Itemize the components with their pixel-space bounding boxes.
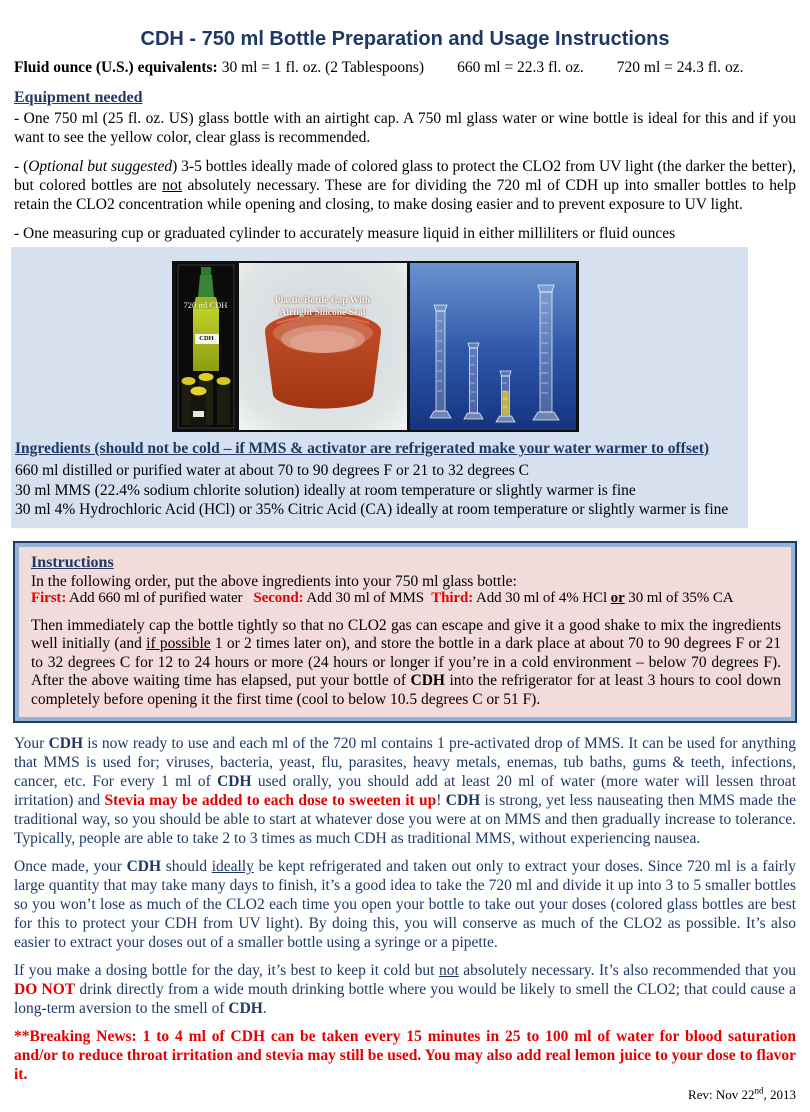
step-first-text: Add 660 ml of purified water <box>66 590 254 606</box>
fluid-equivalents-line <box>14 58 796 77</box>
usage-paragraph-3 <box>14 961 796 1018</box>
ingredient-line-acid: 30 ml 4% Hydrochloric Acid (HCl) or 35% Citric Acid (CA) ideally at room temperature or slightly warmer is fine <box>15 501 729 518</box>
bottle-cap-photo <box>239 263 407 430</box>
equipment-item-2-text: - ( <box>14 158 29 175</box>
ingredients-heading: Ingredients (should not be cold – if MMS & activator are refrigerated make your water warmer to offset) <box>15 440 710 457</box>
instructions-body-text: 1 or 2 times later on), and store the bottle in a dark place at about 70 to 90 degrees F or 21 to 32 degrees C for 12 to 24 hours or more (24 hours or longer if you’re in a cold environment – below 70 degrees F). After the above waiting time has elapsed, put your bottle of <box>31 635 781 689</box>
usage-1-text: ! <box>436 792 446 809</box>
usage-2-cdh: CDH <box>126 858 162 875</box>
usage-2-text: Once made, your <box>14 858 127 875</box>
step-second-text: Add 30 ml of MMS <box>303 590 432 606</box>
ingredient-line-mms: 30 ml MMS (22.4% sodium chlorite solution) ideally at room temperature or slightly warmer is fine <box>15 481 636 499</box>
usage-1-text: is strong, yet less nauseating then MMS made the traditional way, so you should be able to start at whatever dose you were at on MMS and then gradually increase to tolerance. Typically, people are able to take 2 to 3 times as much CDH as traditional MMS, without experiencing nausea. <box>14 792 796 847</box>
revision-date-text: Rev: Nov 22 <box>688 1087 755 1102</box>
step-or-word: or <box>610 590 625 606</box>
usage-1-text: used orally, you should add at least 20 ml of water (more water will lessen throat irritation) and <box>14 773 796 809</box>
instructions-body-text: Then immediately cap the bottle tightly so that no CLO2 gas can escape and give it a good shake to mix the ingredients well initially (and <box>31 616 781 652</box>
photo-strip <box>172 261 579 432</box>
page-title: CDH - 750 ml Bottle Preparation and Usage Instructions <box>140 28 670 50</box>
equipment-item-2 <box>14 157 796 214</box>
usage-1-stevia-note: Stevia may be added to each dose to sweeten it up <box>104 792 437 809</box>
revision-date-text: , 2013 <box>763 1087 796 1102</box>
step-after-or: 30 ml of 35% CA <box>624 590 734 606</box>
graduated-cylinders-illustration <box>410 263 576 430</box>
instructions-body-if-possible: if possible <box>146 635 211 652</box>
cdh-bottle-photo <box>176 263 236 430</box>
usage-3-cdh: CDH <box>228 1000 263 1017</box>
instructions-steps <box>31 590 781 608</box>
ingredient-line-water: 660 ml distilled or purified water at about 70 to 90 degrees F or 21 to 32 degrees C <box>15 462 529 479</box>
step-second-label: Second: <box>253 590 304 606</box>
usage-paragraph-1 <box>14 734 796 848</box>
cdh-bottle-illustration <box>176 263 236 430</box>
cap-photo-caption <box>239 295 407 319</box>
revision-date <box>14 1085 796 1104</box>
equipment-item-1: - One 750 ml (25 fl. oz. US) glass bottle with an airtight cap. A 750 ml glass water or wine bottle is ideal for this and if you want to see the yellow color, clear glass is recommended. <box>14 110 796 146</box>
equipment-heading: Equipment needed <box>14 89 143 106</box>
equipment-item-3: - One measuring cup or graduated cylinder to accurately measure liquid in either milliliters or fluid ounces <box>14 225 676 242</box>
usage-2-text: should <box>161 858 212 875</box>
breaking-news: **Breaking News: 1 to 4 ml of CDH can be taken every 15 minutes in 25 to 100 ml of water for blood saturation and/or to reduce throat irritation and stevia may still be used. You may also add real lemon juice to your dose to flavor it. <box>14 1028 796 1083</box>
usage-paragraph-2 <box>14 857 796 952</box>
equipment-item-2-optional: Optional but suggested <box>28 158 173 175</box>
equipment-item-2-not: not <box>162 177 183 194</box>
step-third-text: Add 30 ml of 4% HCl <box>473 590 611 606</box>
instructions-intro: In the following order, put the above ingredients into your 750 ml glass bottle: <box>31 572 517 590</box>
bottle-photo-label: 720 ml CDH <box>183 300 228 310</box>
usage-1-cdh: CDH <box>217 773 252 790</box>
usage-3-do-not: DO NOT <box>14 981 76 998</box>
cap-caption-line-2: Airtight Silicone Seal <box>279 308 366 318</box>
cap-caption-line-1: Plastic Bottle Cap With <box>274 296 371 306</box>
instructions-body <box>31 617 781 710</box>
bottle-small-label: CDH <box>195 334 219 344</box>
fluid-equivalents-label: Fluid ounce (U.S.) equivalents: <box>14 59 218 76</box>
equipment-item-2-text: absolutely necessary. These are for dividing the 720 ml of CDH up into smaller bottles to help retain the CLO2 concentration while opening and closing, to make dosing easier and to prevent exposure to UV light. <box>14 177 796 213</box>
usage-3-text: drink directly from a wide mouth drinking bottle where you would be likely to smell the CLO2; that could cause a long-term aversion to the smell of <box>14 981 796 1017</box>
instructions-box <box>13 541 797 724</box>
fluid-eq-720ml: 720 ml = 24.3 fl. oz. <box>616 59 744 76</box>
usage-3-text: absolutely necessary. It’s also recommended that you <box>458 962 796 979</box>
usage-2-text: be kept refrigerated and taken out only to extract your doses. Since 720 ml is a fairly large quantity that may take many days to finish, it’s a good idea to take the 720 ml and divide it up into 3 to 5 smaller bottles so you won’t lose as much of the CLO2 each time you open your bottle to take out your doses (colored glass bottles are best for this to protect your CDH from UV light). By doing this, you will conserve as much of the CLO2 as possible. It’s also easier to extract your doses out of a smaller bottle using a syringe or a pipette. <box>14 858 797 951</box>
instructions-body-cdh: CDH <box>410 672 445 689</box>
step-first-label: First: <box>31 590 67 606</box>
step-third-label: Third: <box>431 590 474 606</box>
equipment-item-2-text: ) 3-5 bottles ideally made of colored glass to protect the CLO2 from UV light (the darker the better), but colored bottles are <box>14 158 796 194</box>
highlight-band <box>11 247 748 528</box>
fluid-eq-30ml: 30 ml = 1 fl. oz. (2 Tablespoons) <box>221 59 425 76</box>
usage-3-not: not <box>438 962 459 979</box>
bottle-cap-illustration <box>239 263 407 430</box>
usage-3-text: If you make a dosing bottle for the day, it’s best to keep it cold but <box>14 962 439 979</box>
instructions-heading: Instructions <box>31 553 114 571</box>
instructions-body-text: into the refrigerator for at least 3 hours to cool down completely before opening it the first time (cool to below 10.5 degrees C or 51 F). <box>31 672 781 708</box>
revision-date-ordinal: nd <box>754 1085 764 1096</box>
usage-2-ideally: ideally <box>211 858 254 875</box>
graduated-cylinders-photo <box>410 263 576 430</box>
usage-1-text: is now ready to use and each ml of the 720 ml contains 1 pre-activated drop of MMS. It can be used for anything that MMS is used for; viruses, bacteria, yeast, flu, parasites, heavy metals, enemas, tub baths, gums & teeth, infections, cancer, etc. For every 1 ml of <box>14 735 796 790</box>
fluid-eq-660ml: 660 ml = 22.3 fl. oz. <box>457 59 584 76</box>
usage-3-text: . <box>262 1000 267 1017</box>
usage-1-text: Your <box>14 735 49 752</box>
usage-1-cdh: CDH <box>48 735 84 752</box>
usage-1-cdh: CDH <box>445 792 481 809</box>
